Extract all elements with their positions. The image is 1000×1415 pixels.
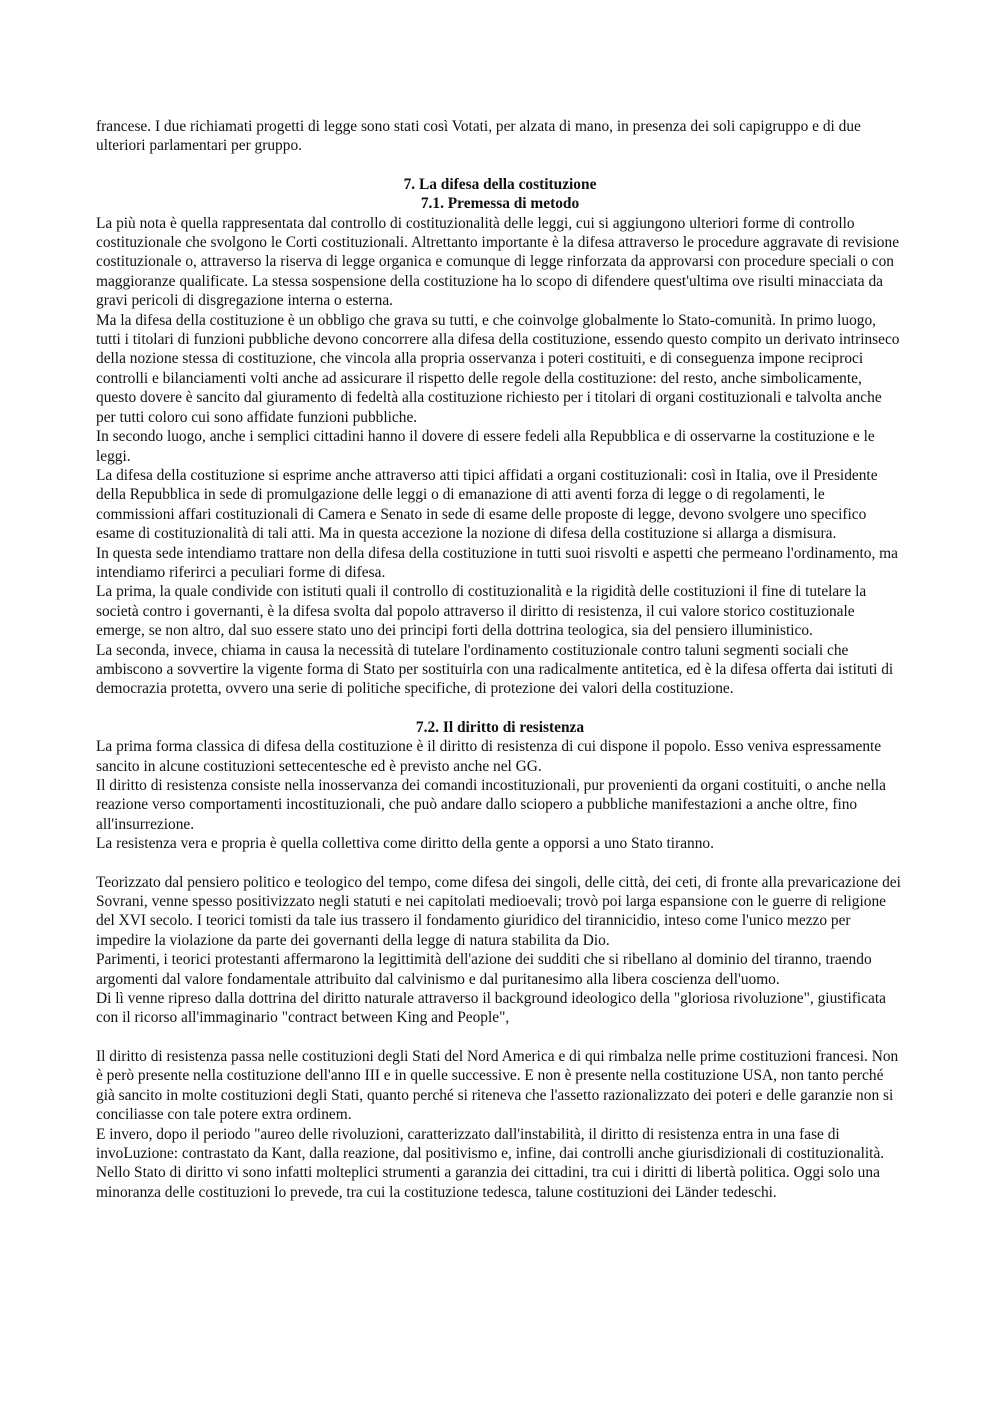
section-7-2-title: 7.2. Il diritto di resistenza xyxy=(415,718,585,736)
paragraph: Teorizzato dal pensiero politico e teologico del tempo, come difesa dei singoli, delle città, dei ceti, di fronte alla prevaricazione dei Sovrani, venne spesso positivizzato negli statuti e nei capitolati medioevali; trovò poi larga espansione con le guerre di religione del XVI secolo. I teorici tomisti da tale ius trassero il fondamento giuridico del tirannicidio, inteso come l'unico mezzo per impedire la violazione da parte dei governanti della legge di natura stabilita da Dio. xyxy=(96,873,901,949)
spacer xyxy=(96,1028,904,1047)
paragraph: La difesa della costituzione si esprime anche attraverso atti tipici affidati a organi costituzionali: così in Italia, ove il Presidente della Repubblica in sede di promulgazione delle leggi o di emanazione di atti aventi forza di legge o di regolamenti, le commissioni affari costituzionali di Camera e Senato in sede di esame delle proposte di legge, devono svolgere uno specifico esame di costituzionalità di tali atti. Ma in questa accezione la nozione di difesa della costituzione si allarga a dismisura. xyxy=(96,466,878,543)
paragraph: La seconda, invece, chiama in causa la necessità di tutelare l'ordinamento costituzionale contro taluni segmenti sociali che ambiscono a sovvertire la vigente forma di Stato per sostituirla con una radicalmente antitetica, ed è la difesa offerta dai istituti di democrazia protetta, ovvero una serie di politiche specifiche, di protezione dei valori della costituzione. xyxy=(96,641,894,698)
paragraph: Il diritto di resistenza consiste nella inosservanza dei comandi incostituzionali, pur provenienti da organi costituiti, o anche nella reazione verso comportamenti incostituzionali, che può andare dallo sciopero a pubbliche manifestazioni a anche oltre, fino all'insurrezione. xyxy=(96,777,886,833)
paragraph: Ma la difesa della costituzione è un obbligo che grava su tutti, e che coinvolge globalmente lo Stato-comunità. In primo luogo, tutti i titolari di funzioni pubbliche devono concorrere alla difesa della costituzione, essendo questo compito un derivato intrinseco della nozione stessa di costituzione, che vincola alla propria osservanza i poteri costituiti, e di conseguenza impone reciproci controlli e bilanciamenti volti anche ad assicurare il rispetto delle regole della costituzione: del resto, anche simbolicamente, questo dovere è sancito dal giuramento di fedeltà alla costituzione richiesto per i titolari di organi costituzionali e talvolta anche per tutti coloro cui sono affidate funzioni pubbliche. xyxy=(96,311,900,426)
paragraph: La prima, la quale condivide con istituti quali il controllo di costituzionalità e la rigidità delle costituzioni il fine di tutelare la società contro i governanti, è la difesa svolta dal popolo attraverso il diritto di resistenza, il cui valore storico costituzionale emerge, se non altro, dal suo essere stato uno dei principi forti della dottrina teologica, sia del pensiero illuministico. xyxy=(96,583,867,640)
spacer xyxy=(96,699,904,718)
paragraph: La prima forma classica di difesa della costituzione è il diritto di resistenza di cui dispone il popolo. Esso veniva espressamente sancito in alcune costituzioni settecentesche ed è previsto anche nel GG. xyxy=(96,738,882,775)
document-page xyxy=(96,117,904,1202)
spacer xyxy=(96,156,904,175)
paragraph: In secondo luogo, anche i semplici cittadini hanno il dovere di essere fedeli alla Repubblica e di osservarne la costituzione e le leggi. xyxy=(96,428,875,465)
paragraph: La resistenza vera e propria è quella collettiva come diritto della gente a opporsi a uno Stato tiranno. xyxy=(96,835,714,853)
paragraph: Parimenti, i teorici protestanti affermarono la legittimità dell'azione dei sudditi che si ribellano al dominio del tiranno, traendo argomenti dal valore fondamentale attribuito dal calvinismo e dal puritanesimo alla libera coscienza dell'uomo. xyxy=(96,951,872,988)
paragraph: Il diritto di resistenza passa nelle costituzioni degli Stati del Nord America e di qui rimbalza nelle prime costituzioni francesi. Non è però presente nella costituzione dell'anno III e in quelle successive. E non è presente nella costituzione USA, non tanto perché già sancito in molte costituzioni degli Stati, quanto perché si riteneva che l'assetto razionalizzato dei poteri e delle garanzie non si conciliasse con tale potere extra ordinem. xyxy=(96,1047,899,1124)
paragraph: In questa sede intendiamo trattare non della difesa della costituzione in tutti suoi risvolti e aspetti che permeano l'ordinamento, ma intendiamo riferirci a peculiari forme di difesa. xyxy=(96,544,898,581)
paragraph: E invero, dopo il periodo "aureo delle rivoluzioni, caratterizzato dall'instabilità, il diritto di resistenza entra in una fase di invoLuzione: contrastato da Kant, dalla reazione, dal positivismo e, infine, dai controlli anche giurisdizionali di costituzionalità. Nello Stato di diritto vi sono infatti molteplici strumenti a garanzia dei cittadini, tra cui i diritti di libertà politica. Oggi solo una minoranza delle costituzioni lo prevede, tra cui la costituzione tedesca, talune costituzioni dei Länder tedeschi. xyxy=(96,1125,885,1201)
paragraph: Di lì venne ripreso dalla dottrina del diritto naturale attraverso il background ideologico della "gloriosa rivoluzione", giustificata con il ricorso all'immaginario "contract between King and People", xyxy=(96,990,886,1027)
paragraph: La più nota è quella rappresentata dal controllo di costituzionalità delle leggi, cui si aggiungono ulteriori forme di controllo costituzionale che svolgono le Corti costituzionali. Altrettanto importante è la difesa attraverso le procedure aggravate di revisione costituzionale o, attraverso la riserva di legge organica e comunque di legge rinforzata da approvarsi con procedure speciali o con maggioranze qualificate. La stessa sospensione della costituzione ha lo scopo di difendere quest'ultima ove risulti minacciata da gravi pericoli di disgregazione interna o esterna. xyxy=(96,214,900,310)
section-7-1-title: 7.1. Premessa di metodo xyxy=(420,195,580,213)
spacer xyxy=(96,854,904,873)
intro-paragraph: francese. I due richiamati progetti di legge sono stati così Votati, per alzata di mano, in presenza dei soli capigruppo e di due ulteriori parlamentari per gruppo. xyxy=(96,118,861,155)
section-7-title: 7. La difesa della costituzione xyxy=(403,175,597,193)
